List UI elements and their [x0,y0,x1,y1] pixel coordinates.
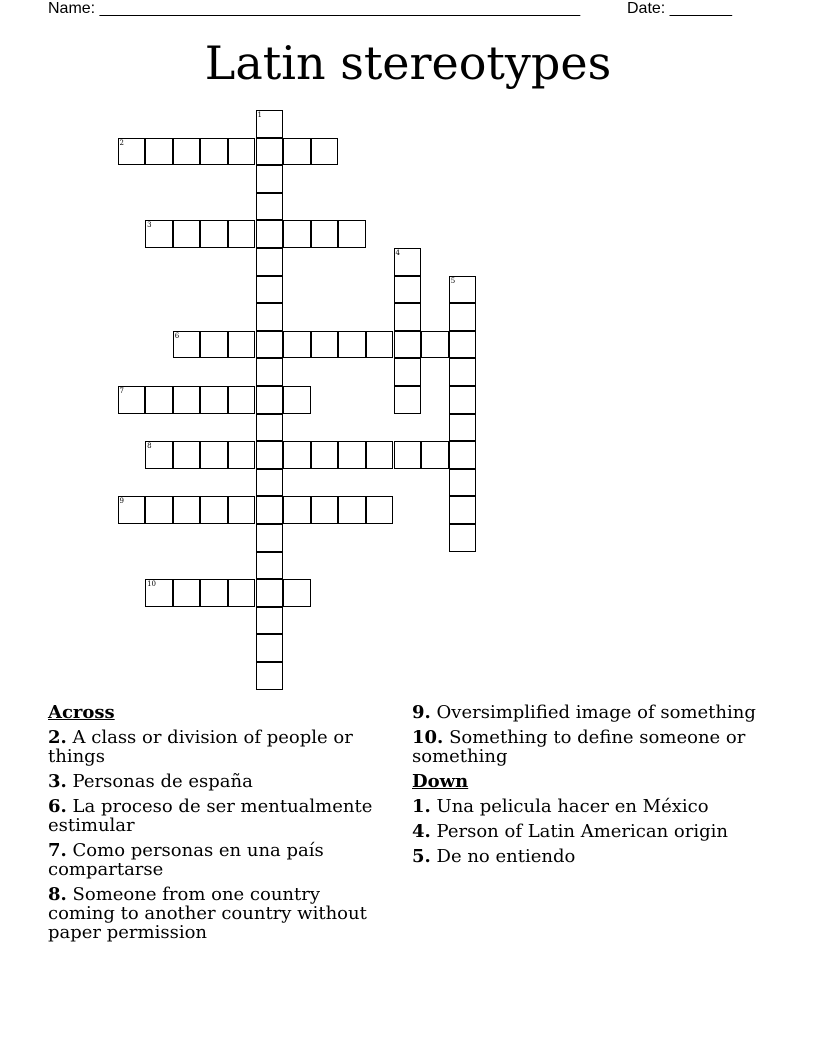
grid-cell[interactable] [394,303,422,331]
grid-cell[interactable] [200,441,228,469]
clue-number: 2. [48,727,67,748]
grid-cell[interactable] [449,358,477,386]
grid-cell[interactable] [449,441,477,469]
grid-cell[interactable] [394,386,422,414]
grid-cell[interactable] [200,331,228,359]
clue-text: Una pelicula hacer en México [436,796,709,817]
grid-cell[interactable] [256,579,284,607]
clue-down-1 [412,797,762,816]
grid-cell[interactable] [256,607,284,635]
grid-cell[interactable] [394,248,422,276]
clue-across-2 [48,728,388,766]
grid-cell[interactable] [200,220,228,248]
grid-cell[interactable] [173,331,201,359]
grid-cell[interactable] [200,496,228,524]
grid-cell[interactable] [256,441,284,469]
across-heading: Across [48,702,115,723]
grid-cell[interactable] [256,165,284,193]
cell-number: 4 [395,249,400,257]
grid-cell[interactable] [394,331,422,359]
cell-number: 1 [257,111,262,119]
grid-cell[interactable] [449,386,477,414]
clue-text: La proceso de ser mentualmente estimular [48,796,373,836]
grid-cell[interactable] [173,138,201,166]
clue-number: 7. [48,840,67,861]
clue-across-10 [412,728,762,766]
grid-cell[interactable] [449,276,477,304]
grid-cell[interactable] [228,138,256,166]
cell-number: 6 [174,331,180,340]
grid-cell[interactable] [256,469,284,497]
cell-number: 9 [119,497,124,506]
grid-cell[interactable] [283,331,311,359]
cell-number: 7 [119,387,124,395]
down-heading: Down [412,771,469,792]
grid-cell[interactable] [256,358,284,386]
grid-cell[interactable] [145,441,173,469]
clue-text: Someone from one country coming to another country without paper permission [48,884,367,943]
grid-cell[interactable] [283,441,311,469]
grid-cell[interactable] [394,441,422,469]
grid-cell[interactable] [283,579,311,607]
cell-number: 10 [147,580,157,589]
clue-across-3 [48,772,388,791]
grid-cell[interactable] [449,469,477,497]
grid-cell[interactable] [256,248,284,276]
grid-cell[interactable] [283,386,311,414]
grid-cell[interactable] [200,579,228,607]
grid-cell[interactable] [228,220,256,248]
grid-cell[interactable] [145,220,173,248]
grid-cell[interactable] [311,441,339,469]
clue-number: 5. [412,846,431,867]
grid-cell[interactable] [256,220,284,248]
grid-cell[interactable] [145,496,173,524]
grid-cell[interactable] [283,220,311,248]
grid-cell[interactable] [449,303,477,331]
grid-cell[interactable] [256,552,284,580]
clue-number: 8. [48,884,67,905]
grid-cell[interactable] [311,138,339,166]
grid-cell[interactable] [256,386,284,414]
grid-cell[interactable] [256,276,284,304]
cell-number: 3 [147,221,152,230]
grid-cell[interactable] [338,496,366,524]
clue-text: Como personas en una país compartarse [48,840,324,880]
grid-cell[interactable] [256,303,284,331]
clue-down-4 [412,822,762,841]
clue-across-6 [48,797,388,835]
clue-text: Something to define someone or something [412,727,746,767]
cell-number: 5 [450,276,456,285]
clue-text: A class or division of people or things [48,727,353,767]
grid-cell[interactable] [394,358,422,386]
grid-cell[interactable] [449,414,477,442]
clue-text: De no entiendo [436,846,576,867]
grid-cell[interactable] [449,496,477,524]
grid-cell[interactable] [228,579,256,607]
clue-number: 3. [48,771,67,792]
grid-cell[interactable] [256,193,284,221]
grid-cell[interactable] [173,579,201,607]
clue-number: 6. [48,796,67,817]
grid-cell[interactable] [118,138,146,166]
grid-cell[interactable] [228,386,256,414]
grid-cell[interactable] [118,496,146,524]
clue-text: Personas de españa [72,771,253,792]
grid-cell[interactable] [256,331,284,359]
grid-cell[interactable] [394,276,422,304]
grid-cell[interactable] [173,220,201,248]
clue-number: 10. [412,727,444,748]
grid-cell[interactable] [228,331,256,359]
date-field[interactable]: Date: _______ [627,0,732,17]
grid-cell[interactable] [283,138,311,166]
clue-number: 4. [412,821,431,842]
grid-cell[interactable] [283,496,311,524]
grid-cell[interactable] [145,386,173,414]
grid-cell[interactable] [200,386,228,414]
grid-cell[interactable] [421,441,449,469]
clue-number: 9. [412,702,431,723]
grid-cell[interactable] [228,496,256,524]
grid-cell[interactable] [256,138,284,166]
clue-text: Oversimplified image of something [436,702,756,723]
cell-number: 8 [147,442,152,451]
grid-cell[interactable] [256,662,284,690]
clues-left-column [48,703,388,948]
grid-cell[interactable] [200,138,228,166]
clue-across-9 [412,703,762,722]
grid-cell[interactable] [145,579,173,607]
grid-cell[interactable] [311,331,339,359]
grid-cell[interactable] [366,441,394,469]
cell-number: 2 [119,138,124,147]
clues-right-column [412,703,762,872]
clue-across-7 [48,841,388,879]
grid-cell[interactable] [256,414,284,442]
grid-cell[interactable] [449,524,477,552]
grid-cell[interactable] [311,496,339,524]
page-title: Latin stereotypes [204,36,612,90]
grid-cell[interactable] [145,138,173,166]
clue-number: 1. [412,796,431,817]
grid-cell[interactable] [338,441,366,469]
grid-cell[interactable] [366,496,394,524]
grid-cell[interactable] [173,386,201,414]
grid-cell[interactable] [256,496,284,524]
grid-cell[interactable] [173,441,201,469]
grid-cell[interactable] [256,110,284,138]
grid-cell[interactable] [228,441,256,469]
grid-cell[interactable] [338,331,366,359]
name-field[interactable]: Name: ______________________________________________________ [48,0,581,17]
grid-cell[interactable] [256,524,284,552]
grid-cell[interactable] [421,331,449,359]
grid-cell[interactable] [366,331,394,359]
grid-cell[interactable] [118,386,146,414]
grid-cell[interactable] [449,331,477,359]
grid-cell[interactable] [311,220,339,248]
grid-cell[interactable] [256,634,284,662]
clue-down-5 [412,847,762,866]
grid-cell[interactable] [173,496,201,524]
clue-across-8 [48,885,388,942]
clue-text: Person of Latin American origin [436,821,728,842]
grid-cell[interactable] [338,220,366,248]
